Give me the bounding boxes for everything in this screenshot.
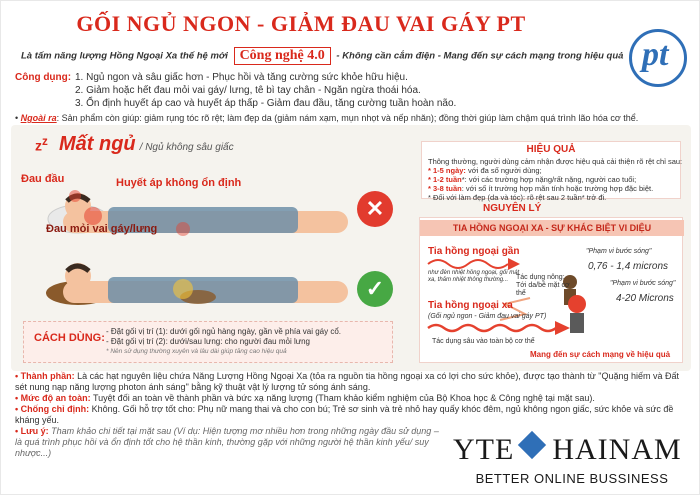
contra-key: • Chống chỉ định: [15, 404, 90, 414]
tech-badge: Công nghệ 4.0 [234, 47, 331, 65]
extra-note: • Ngoài ra: Sản phẩm còn giúp: giảm rụng tóc rõ rệt; làm đẹp da (giảm nám xạm, mụn nhọt và nếp nhăn); đồng thời giúp làm chậm quá trình lão hóa cơ thể. [15, 113, 639, 123]
near-wave [428, 260, 508, 268]
composition-key: • Thành phần: [15, 371, 75, 381]
insomnia-title: Mất ngủ [59, 133, 136, 155]
principle-footer: Mang đến sự cách mạng về hiệu quả [530, 350, 671, 359]
insomnia-subtitle: / Ngủ không sâu giấc [139, 142, 234, 153]
brand-left: YTE [453, 433, 515, 466]
far-wave [428, 325, 556, 331]
how-to-line-2: - Đặt gối vị trí (2): dưới/sau lưng: cho người đau mỏi lưng [106, 337, 310, 346]
detail-safety [15, 393, 687, 404]
detail-contra [15, 404, 687, 426]
person-body-2 [570, 313, 584, 333]
how-to-use-box [23, 321, 393, 363]
effect-l4: * Đối với làm đẹp (da và tóc): rõ rệt sau 2 tuần* trở đi. [428, 193, 607, 202]
far-arrow-icon [555, 321, 570, 335]
sleep-z-icon: $z^z$ [35, 135, 48, 154]
safety-key: • Mức độ an toàn: [15, 393, 91, 403]
far-sub: (Gối ngủ ngon - Giảm đau vai gáy PT) [428, 313, 547, 320]
use-item-1: 1. Ngủ ngon và sâu giấc hơn - Phục hồi và tăng cường sức khỏe hữu hiệu. [75, 72, 408, 83]
principle-title: NGUYÊN LÝ [483, 203, 542, 214]
intro-line [21, 47, 623, 65]
effect-l3-key: * 3-8 tuần [428, 184, 462, 193]
effect-box [421, 141, 683, 202]
contra-text: Không. Gối hỗ trợ tốt cho: Phụ nữ mang thai và cho con bú; Trẻ sơ sinh và trẻ nhỏ hay quấy khóc đêm, ngủ không ngon giấc, sức khỏe và sức đề kháng yếu. [15, 404, 674, 425]
correct-icon: ✓ [357, 271, 393, 307]
intro-pre: Là tấm năng lượng Hồng Ngoại Xa thế hệ mới [21, 50, 228, 62]
back-pain-spot [176, 222, 190, 236]
uses-list [15, 71, 456, 110]
near-sub: như đèn nhiệt hồng ngoại, gối mát xa, thảm nhiệt thông thường... [428, 270, 520, 283]
composition-text: Là các hạt nguyên liệu chứa Năng Lượng Hồng Ngoại Xa (tỏa ra nguồn tia hồng ngoại xa có lợi cho sức khỏe), được tạo thành từ "Quặng hiếm và Đất sét nung nạp năng lượng photon ánh sáng" bằng kỹ thuật vật lý lượng tử sóng ánh sáng. [15, 371, 680, 392]
extra-note-text: : Sản phẩm còn giúp: giảm rụng tóc rõ rệt; làm đẹp da (giảm nám xạm, mụn nhọt và nếp nhăn); đồng thời giúp làm chậm quá trình lão hóa cơ thể. [56, 113, 639, 123]
principle-band: TIA HỒNG NGOẠI XA - SỰ KHÁC BIỆT VI DIỆU [420, 220, 684, 236]
glow-spot [173, 279, 193, 299]
label-shoulder-pain: Đau mỏi vai gáy/lưng [46, 223, 158, 235]
detail-note [15, 426, 445, 459]
wave1-label: "Phạm vi bước sóng" [586, 248, 652, 255]
note-text: Tham khảo chi tiết tại mặt sau (Ví dụ: Hiện tượng mơ nhiều hơn trong những ngày đầu sử dụng – là quá trình phục hồi và ổn định tốt cho hệ thần kinh, thường gặp với những người hệ thần kinh yếu/ suy nhược...) [15, 426, 439, 458]
use-item-3: 3. Ổn định huyết áp cao và huyết áp thấp - Giảm đau đầu, tăng cường tuần hoàn não. [75, 98, 457, 109]
effect-l1-key: * 1-5 ngày: [428, 166, 466, 175]
pt-logo-text: pt [642, 36, 669, 73]
effect-l3: : với số ít trường hợp mãn tính hoặc trường hợp đặc biệt. [461, 184, 654, 193]
wave2-value: 4-20 Microns [616, 293, 674, 304]
how-to-line-1: - Đặt gối vị trí (1): dưới gối ngủ hàng ngày, gần về phía vai gáy cổ. [106, 327, 342, 336]
far-effect: Tác dụng sâu vào toàn bộ cơ thể [432, 338, 535, 345]
pt-logo [629, 29, 687, 87]
wrong-icon: ✕ [357, 191, 393, 227]
use-item-2: 2. Giảm hoặc hết đau mỏi vai gáy/ lưng, tê bì tay chân - Ngăn ngừa thoái hóa. [75, 85, 421, 96]
brand-right: HAINAM [552, 433, 682, 466]
intro-post: - Không cần cắm điện - Mang đến sự cách mạng trong hiệu quả [336, 50, 624, 62]
principle-diagram [419, 217, 683, 363]
diamond-icon [518, 431, 546, 459]
how-to-use-label: CÁCH DÙNG: [34, 332, 105, 344]
effect-intro: Thông thường, người dùng cảm nhận được hiệu quả cải thiện rõ rệt chỉ sau: [428, 157, 683, 166]
insomnia-heading [33, 133, 234, 156]
effect-title: HIỆU QUẢ [526, 144, 576, 155]
effect-l2: *: với các trường hợp nặng/rất nặng, người cao tuổi; [461, 175, 637, 184]
near-effect: Tác dụng nông: Tới da/bề mặt cơ thể [516, 274, 570, 297]
how-to-tip: * Nên sử dụng thường xuyên và lâu dài giúp tăng cao hiệu quả [106, 348, 287, 355]
near-label: Tia hồng ngoại gần [428, 246, 520, 257]
page-title: GỐI NGỦ NGON - GIẢM ĐAU VAI GÁY PT [76, 11, 526, 36]
label-blood-pressure: Huyết áp không ổn định [116, 177, 242, 189]
uses-label: Công dụng: [15, 72, 72, 83]
far-label: Tia hồng ngoại xa [428, 300, 513, 311]
label-headache: Đau đầu [21, 173, 65, 185]
effect-l1: với đa số người dùng; [465, 166, 542, 175]
extra-note-label: Ngoài ra [20, 113, 57, 123]
effect-l2-key: * 1-2 tuần [428, 175, 462, 184]
detail-composition [15, 371, 687, 393]
wave1-value: 0,76 - 1,4 microns [588, 261, 669, 272]
wave2-label: "Phạm vi bước sóng" [610, 280, 676, 287]
yte-hainam-logo [453, 433, 682, 467]
near-arrow-icon [508, 258, 520, 270]
note-key: • Lưu ý: [15, 426, 49, 436]
brand-tagline: BETTER ONLINE BUSSINESS [475, 471, 669, 486]
head-pain-spot [69, 190, 81, 202]
safety-text: Tuyệt đối an toàn về thành phần và bức xạ năng lượng (Tham khảo kiểm nghiệm của Bộ Khoa học & Công nghệ tại mặt sau). [90, 393, 595, 403]
